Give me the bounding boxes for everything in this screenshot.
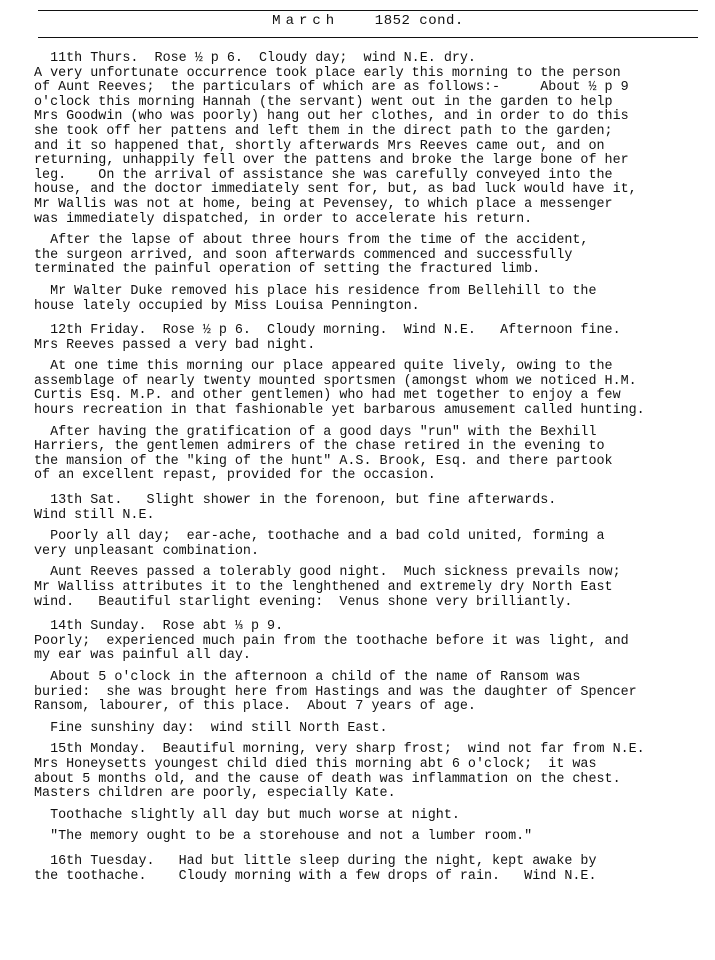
diary-paragraph [34, 671, 702, 715]
diary-line: of Aunt Reeves; the particulars of which are as follows:- About ½ p 9 [34, 80, 629, 96]
diary-line: After the lapse of about three hours from the time of the accident, [34, 233, 589, 249]
diary-line: Mr Wallis was not at home, being at Pevensey, to which place a messenger [34, 196, 613, 212]
diary-line: 11th Thurs. Rose ½ p 6. Cloudy day; wind N.E. dry. [34, 51, 476, 66]
diary-line: terminated the painful operation of setting the fractured limb. [34, 262, 541, 278]
diary-line: the surgeon arrived, and soon afterwards commenced and successfully [34, 247, 573, 263]
header-month: March [272, 13, 340, 29]
header-underline [38, 37, 698, 38]
diary-line: About 5 o'clock in the afternoon a child of the name of Ransom was [34, 669, 581, 685]
diary-line: my ear was painful all day. [34, 648, 251, 664]
header-year: 1852 cond. [374, 13, 464, 29]
diary-line: about 5 months old, and the cause of death was inflammation on the chest. [34, 771, 621, 787]
diary-line: 16th Tuesday. Had but little sleep during the night, kept awake by [34, 853, 597, 869]
diary-paragraph [34, 809, 702, 824]
diary-line: "The memory ought to be a storehouse and not a lumber room." [34, 829, 533, 845]
diary-paragraph [34, 360, 702, 418]
diary-line: very unpleasant combination. [34, 543, 259, 559]
diary-body [34, 52, 702, 884]
diary-paragraph [34, 722, 702, 737]
diary-paragraph [34, 743, 702, 801]
diary-line: she took off her pattens and left them in the direct path to the garden; [34, 123, 613, 139]
top-rule [38, 10, 698, 11]
diary-line: buried: she was brought here from Hastings and was the daughter of Spencer [34, 684, 637, 700]
diary-line: Toothache slightly all day but much worse at night. [34, 807, 460, 823]
diary-line: 15th Monday. Beautiful morning, very sharp frost; wind not far from N.E. [34, 742, 645, 758]
diary-line: 14th Sunday. Rose abt ⅓ p 9. [34, 619, 284, 635]
diary-line: Mrs Honeysetts youngest child died this morning abt 6 o'clock; it was [34, 756, 597, 772]
diary-line: and it so happened that, shortly afterwards Mrs Reeves came out, and on [34, 138, 605, 154]
diary-line: house, and the doctor immediately sent for, but, as bad luck would have it, [34, 182, 637, 198]
diary-line: 13th Sat. Slight shower in the forenoon, but fine afterwards. [34, 493, 557, 509]
diary-line: o'clock this morning Hannah (the servant) went out in the garden to help [34, 94, 613, 110]
diary-line: Poorly all day; ear-ache, toothache and a bad cold united, forming a [34, 529, 605, 545]
diary-line: Fine sunshiny day: wind still North East. [34, 720, 388, 736]
diary-line: returning, unhappily fell over the pattens and broke the large bone of her [34, 153, 629, 169]
diary-line: Aunt Reeves passed a tolerably good night. Much sickness prevails now; [34, 565, 621, 581]
diary-line: of an excellent repast, provided for the occasion. [34, 468, 436, 484]
diary-paragraph [34, 855, 702, 884]
diary-line: wind. Beautiful starlight evening: Venus shone very brilliantly. [34, 594, 573, 610]
page-header [38, 14, 698, 29]
diary-line: Masters children are poorly, especially Kate. [34, 786, 396, 802]
diary-line: A very unfortunate occurrence took place early this morning to the person [34, 65, 621, 81]
diary-line: assemblage of nearly twenty mounted sportsmen (amongst whom we noticed H.M. [34, 373, 637, 389]
diary-line: Mr Walter Duke removed his place his residence from Bellehill to the [34, 283, 597, 299]
diary-paragraph [34, 234, 702, 278]
diary-line: 12th Friday. Rose ½ p 6. Cloudy morning. Wind N.E. Afternoon fine. [34, 323, 621, 339]
diary-line: Mrs Goodwin (who was poorly) hang out her clothes, and in order to do this [34, 109, 629, 125]
diary-line: house lately occupied by Miss Louisa Pennington. [34, 298, 420, 314]
diary-line: the toothache. Cloudy morning with a few drops of rain. Wind N.E. [34, 868, 597, 884]
diary-line: Curtis Esq. M.P. and other gentlemen) who had met together to enjoy a few [34, 388, 621, 404]
diary-line: the mansion of the "king of the hunt" A.S. Brook, Esq. and there partook [34, 453, 613, 469]
diary-line: At one time this morning our place appeared quite lively, owing to the [34, 359, 613, 375]
diary-paragraph [34, 566, 702, 610]
diary-line: Poorly; experienced much pain from the toothache before it was light, and [34, 633, 629, 649]
diary-paragraph [34, 52, 702, 227]
diary-paragraph [34, 285, 702, 314]
diary-line: Mrs Reeves passed a very bad night. [34, 337, 316, 353]
diary-line: Wind still N.E. [34, 507, 155, 523]
diary-line: After having the gratification of a good days "run" with the Bexhill [34, 424, 597, 440]
diary-paragraph [34, 494, 702, 523]
diary-paragraph [34, 324, 702, 353]
diary-line: Ransom, labourer, of this place. About 7 years of age. [34, 699, 476, 715]
diary-paragraph [34, 530, 702, 559]
diary-paragraph [34, 426, 702, 484]
diary-line: Harriers, the gentlemen admirers of the chase retired in the evening to [34, 439, 605, 455]
diary-line: was immediately dispatched, in order to accelerate his return. [34, 211, 533, 227]
diary-line: hours recreation in that fashionable yet barbarous amusement called hunting. [34, 403, 645, 419]
diary-line: leg. On the arrival of assistance she was carefully conveyed into the [34, 167, 613, 183]
diary-paragraph [34, 620, 702, 664]
diary-paragraph [34, 830, 702, 845]
diary-line: Mr Walliss attributes it to the lenghthened and extremely dry North East [34, 580, 613, 595]
